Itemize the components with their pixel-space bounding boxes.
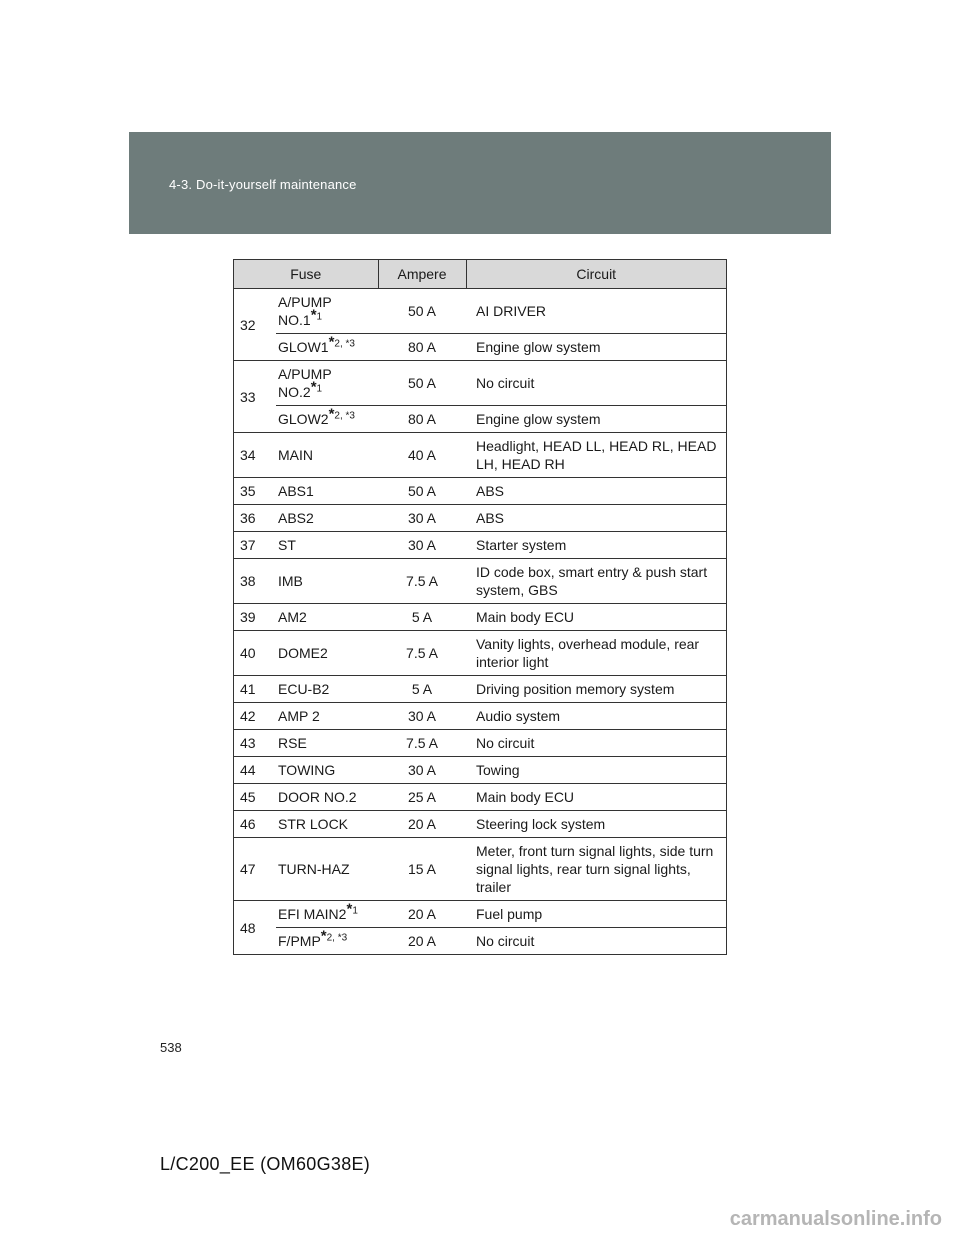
fuse-number: 38 [234, 559, 277, 604]
table-row [234, 784, 727, 811]
fuse-name [276, 478, 378, 505]
fuse-number: 45 [234, 784, 277, 811]
table-row [234, 361, 727, 406]
column-header-ampere: Ampere [378, 260, 466, 289]
fuse-name-text: AM2 [278, 609, 307, 625]
table-row [234, 433, 727, 478]
fuse-name-text: DOME2 [278, 645, 328, 661]
model-code: L/C200_EE (OM60G38E) [160, 1154, 371, 1174]
footnote-asterisk: * [328, 405, 335, 423]
footnote-ref: 2, *3 [334, 410, 355, 422]
fuse-name-text: EFI MAIN2 [278, 906, 347, 922]
fuse-name [276, 757, 378, 784]
table-row [234, 505, 727, 532]
fuse-ampere: 5 A [378, 604, 466, 631]
fuse-number: 39 [234, 604, 277, 631]
table-body [234, 289, 727, 955]
fuse-ampere: 50 A [378, 478, 466, 505]
fuse-number: 32 [234, 289, 277, 361]
fuse-name [276, 703, 378, 730]
fuse-ampere: 50 A [378, 361, 466, 406]
fuse-circuit: Audio system [466, 703, 727, 730]
fuse-circuit: Steering lock system [466, 811, 727, 838]
table-row [234, 334, 727, 361]
fuse-name [276, 505, 378, 532]
fuse-ampere: 30 A [378, 505, 466, 532]
fuse-number: 44 [234, 757, 277, 784]
fuse-number: 47 [234, 838, 277, 901]
table-row [234, 406, 727, 433]
fuse-ampere: 7.5 A [378, 730, 466, 757]
fuse-name-text: ABS1 [278, 483, 314, 499]
fuse-name [276, 334, 378, 361]
fuse-name-text: IMB [278, 573, 303, 589]
fuse-ampere: 5 A [378, 676, 466, 703]
footnote-ref: 2, *3 [326, 932, 348, 944]
fuse-circuit: Engine glow system [466, 334, 727, 361]
column-header-circuit: Circuit [466, 260, 727, 289]
table-row [234, 289, 727, 334]
fuse-circuit: No circuit [466, 730, 727, 757]
table-row [234, 559, 727, 604]
table-row [234, 901, 727, 928]
fuse-name [276, 901, 378, 928]
fuse-name [276, 406, 378, 433]
fuse-circuit: ABS [466, 478, 727, 505]
footnote-asterisk: * [310, 306, 317, 324]
fuse-name-text: TURN-HAZ [278, 861, 350, 877]
table-row [234, 703, 727, 730]
fuse-name [276, 838, 378, 901]
fuse-ampere: 20 A [378, 811, 466, 838]
fuse-table [233, 259, 727, 955]
fuse-name [276, 811, 378, 838]
fuse-name-text: RSE [278, 735, 307, 751]
fuse-circuit: Towing [466, 757, 727, 784]
footnote-ref: 1 [316, 311, 323, 323]
table-row [234, 838, 727, 901]
fuse-circuit: No circuit [466, 928, 727, 955]
footnote-ref: 1 [352, 905, 358, 917]
fuse-number: 40 [234, 631, 277, 676]
fuse-circuit: AI DRIVER [466, 289, 727, 334]
fuse-name [276, 784, 378, 811]
fuse-number: 36 [234, 505, 277, 532]
fuse-number: 46 [234, 811, 277, 838]
fuse-name [276, 676, 378, 703]
column-header-fuse: Fuse [234, 260, 379, 289]
fuse-name-text: MAIN [278, 447, 313, 463]
fuse-circuit: Vanity lights, overhead module, rear interior light [466, 631, 727, 676]
fuse-name [276, 361, 378, 406]
fuse-ampere: 80 A [378, 334, 466, 361]
fuse-circuit: Meter, front turn signal lights, side turn signal lights, rear turn signal lights, trailer [466, 838, 727, 901]
section-title: 4-3. Do-it-yourself maintenance [169, 177, 357, 192]
fuse-name-text: GLOW2 [278, 411, 329, 427]
fuse-circuit: Fuel pump [466, 901, 727, 928]
fuse-number: 48 [234, 901, 277, 955]
fuse-name-text: STR LOCK [278, 816, 349, 832]
fuse-ampere: 20 A [378, 928, 466, 955]
table-row [234, 676, 727, 703]
fuse-ampere: 30 A [378, 757, 466, 784]
fuse-name [276, 532, 378, 559]
watermark: carmanualsonline.info [729, 1208, 942, 1230]
fuse-number: 41 [234, 676, 277, 703]
fuse-name-text: ST [278, 537, 296, 553]
section-header-bar [129, 132, 831, 234]
fuse-name-text: ECU-B2 [278, 681, 330, 697]
fuse-name [276, 604, 378, 631]
fuse-name [276, 433, 378, 478]
footnote-asterisk: * [346, 900, 353, 918]
fuse-circuit: Main body ECU [466, 784, 727, 811]
fuse-name [276, 730, 378, 757]
fuse-number: 43 [234, 730, 277, 757]
footnote-asterisk: * [310, 378, 317, 396]
fuse-ampere: 30 A [378, 532, 466, 559]
fuse-circuit: ABS [466, 505, 727, 532]
fuse-ampere: 20 A [378, 901, 466, 928]
table-row [234, 631, 727, 676]
fuse-ampere: 7.5 A [378, 631, 466, 676]
fuse-name-text: DOOR NO.2 [278, 789, 357, 805]
fuse-name [276, 631, 378, 676]
table-row [234, 928, 727, 955]
fuse-name-text: A/PUMP NO.2 [278, 366, 332, 400]
fuse-name [276, 928, 378, 955]
fuse-number: 42 [234, 703, 277, 730]
table-row [234, 478, 727, 505]
table-row [234, 757, 727, 784]
footnote-ref: 2, *3 [334, 338, 355, 350]
table-row [234, 532, 727, 559]
fuse-ampere: 30 A [378, 703, 466, 730]
fuse-ampere: 50 A [378, 289, 466, 334]
table-row [234, 604, 727, 631]
table-row [234, 811, 727, 838]
footnote-ref: 1 [316, 383, 323, 395]
fuse-name-text: F/PMP [278, 933, 321, 949]
fuse-circuit: No circuit [466, 361, 727, 406]
fuse-name [276, 289, 378, 334]
fuse-circuit: Headlight, HEAD LL, HEAD RL, HEAD LH, HEAD RH [466, 433, 727, 478]
fuse-ampere: 7.5 A [378, 559, 466, 604]
fuse-circuit: Driving position memory system [466, 676, 727, 703]
footnote-asterisk: * [328, 333, 335, 351]
fuse-circuit: Starter system [466, 532, 727, 559]
fuse-ampere: 15 A [378, 838, 466, 901]
footnote-asterisk: * [320, 927, 327, 945]
fuse-name-text: AMP 2 [278, 708, 320, 724]
fuse-ampere: 80 A [378, 406, 466, 433]
fuse-circuit: Engine glow system [466, 406, 727, 433]
table-row [234, 730, 727, 757]
fuse-circuit: Main body ECU [466, 604, 727, 631]
page-number: 538 [160, 1040, 182, 1055]
fuse-ampere: 40 A [378, 433, 466, 478]
fuse-number: 33 [234, 361, 277, 433]
fuse-name-text: ABS2 [278, 510, 314, 526]
fuse-name [276, 559, 378, 604]
fuse-circuit: ID code box, smart entry & push start system, GBS [466, 559, 727, 604]
fuse-name-text: GLOW1 [278, 339, 329, 355]
fuse-number: 35 [234, 478, 277, 505]
fuse-name-text: A/PUMP NO.1 [278, 294, 332, 328]
fuse-number: 37 [234, 532, 277, 559]
fuse-ampere: 25 A [378, 784, 466, 811]
fuse-name-text: TOWING [278, 762, 336, 778]
fuse-number: 34 [234, 433, 277, 478]
table-header-row [234, 260, 727, 289]
